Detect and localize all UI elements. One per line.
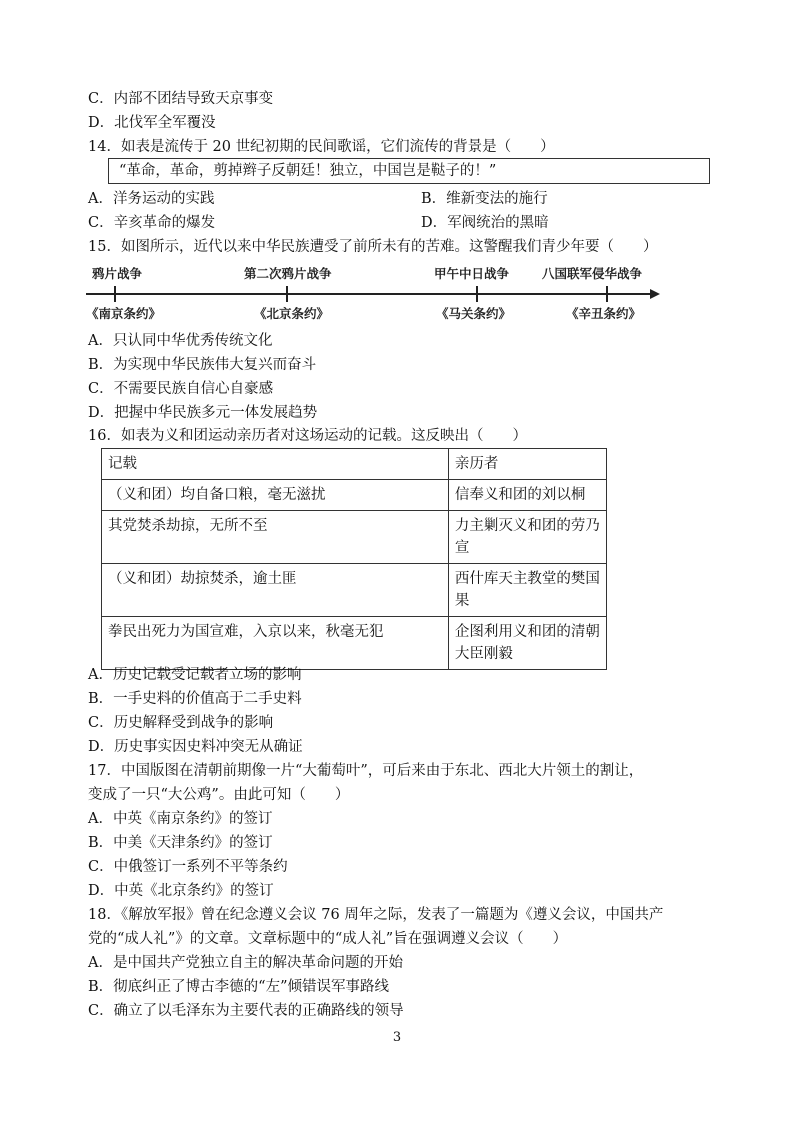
table-cell-witness: 西什库天主教堂的樊国果 [448, 564, 606, 617]
table-header-record: 记载 [102, 449, 449, 480]
q15-option-b: B．为实现中华民族伟大复兴而奋斗 [88, 357, 317, 373]
timeline-tick [114, 286, 116, 302]
q18-option-a: A．是中国共产党独立自主的解决革命问题的开始 [88, 955, 403, 971]
timeline-treaty-3: 《马关条约》 [436, 306, 512, 321]
table-cell-record: 拳民出死力为国宣难，入京以来，秋毫无犯 [102, 617, 449, 670]
q13-option-c: C．内部不团结导致天京事变 [88, 91, 274, 107]
q18-option-b: B．彻底纠正了博古李德的“左”倾错误军事路线 [88, 979, 389, 995]
q17-option-c: C．中俄签订一系列不平等条约 [88, 859, 288, 875]
q14-option-d: D．军阀统治的黑暗 [421, 215, 549, 231]
q17-option-a: A．中英《南京条约》的签订 [88, 811, 273, 827]
table-row [102, 617, 607, 670]
table-header-witness: 亲历者 [448, 449, 606, 480]
q15-option-c: C．不需要民族自信心自豪感 [88, 381, 274, 397]
q14-stem: 14．如表是流传于 20 世纪初期的民间歌谣，它们流传的背景是（ ） [88, 139, 555, 155]
q18-option-c: C．确立了以毛泽东为主要代表的正确路线的领导 [88, 1003, 404, 1019]
q14-option-c: C．辛亥革命的爆发 [88, 215, 216, 231]
table-header-row [102, 449, 607, 480]
q16-stem: 16．如表为义和团运动亲历者对这场运动的记载。这反映出（ ） [88, 428, 527, 444]
q17-stem-line-2: 变成了一只“大公鸡”。由此可知（ ） [88, 787, 350, 803]
timeline-tick [476, 286, 478, 302]
timeline-tick [606, 286, 608, 302]
q14-option-b: B．维新变法的施行 [421, 191, 548, 207]
q16-option-d: D．历史事实因史料冲突无从确证 [88, 739, 303, 755]
timeline-war-2: 第二次鸦片战争 [244, 266, 332, 281]
q17-option-b: B．中美《天津条约》的签订 [88, 835, 273, 851]
q14-option-a: A．洋务运动的实践 [88, 191, 215, 207]
timeline-war-1: 鸦片战争 [92, 266, 143, 281]
q14-quote: “革命，革命，剪掉辫子反朝廷！独立，中国岂是鞑子的！” [119, 163, 497, 179]
timeline-axis [86, 293, 652, 295]
q15-option-a: A．只认同中华优秀传统文化 [88, 333, 273, 349]
table-row [102, 480, 607, 511]
timeline-treaty-4: 《辛丑条约》 [566, 306, 642, 321]
timeline-war-4: 八国联军侵华战争 [542, 266, 643, 281]
q16-option-b: B．一手史料的价值高于二手史料 [88, 691, 302, 707]
q15-timeline-figure [86, 262, 666, 328]
table-row [102, 511, 607, 564]
table-cell-record: （义和团）劫掠焚杀，逾土匪 [102, 564, 449, 617]
q15-option-d: D．把握中华民族多元一体发展趋势 [88, 405, 318, 421]
timeline-war-3: 甲午中日战争 [434, 266, 510, 281]
q17-option-d: D．中英《北京条约》的签订 [88, 883, 274, 899]
timeline-treaty-1: 《南京条约》 [86, 306, 162, 321]
table-cell-witness: 信奉义和团的刘以桐 [448, 480, 606, 511]
table-cell-record: （义和团）均自备口粮，毫无滋扰 [102, 480, 449, 511]
timeline-tick [286, 286, 288, 302]
table-cell-witness: 企图利用义和团的清朝大臣刚毅 [448, 617, 606, 670]
table-row [102, 564, 607, 617]
q16-option-a: A．历史记载受记载者立场的影响 [88, 667, 302, 683]
q16-record-table [101, 448, 607, 670]
timeline-treaty-2: 《北京条约》 [254, 306, 330, 321]
q16-option-c: C．历史解释受到战争的影响 [88, 715, 274, 731]
timeline-arrow [650, 289, 660, 299]
page-number: 3 [392, 1030, 402, 1045]
q17-stem-line-1: 17．中国版图在清朝前期像一片“大葡萄叶”，可后来由于东北、西北大片领土的割让， [88, 763, 644, 779]
q14-quote-box [108, 158, 710, 184]
table-cell-witness: 力主剿灭义和团的劳乃宣 [448, 511, 606, 564]
table-cell-record: 其党焚杀劫掠，无所不至 [102, 511, 449, 564]
q15-stem: 15．如图所示，近代以来中华民族遭受了前所未有的苦难。这警醒我们青少年要（ ） [88, 239, 658, 255]
q18-stem-line-2: 党的“成人礼”》的文章。文章标题中的“成人礼”旨在强调遵义会议（ ） [88, 931, 568, 947]
q18-stem-line-1: 18．《解放军报》曾在纪念遵义会议 76 周年之际，发表了一篇题为《遵义会议，中国共产 [88, 907, 664, 923]
q13-option-d: D．北伐军全军覆没 [88, 115, 216, 131]
